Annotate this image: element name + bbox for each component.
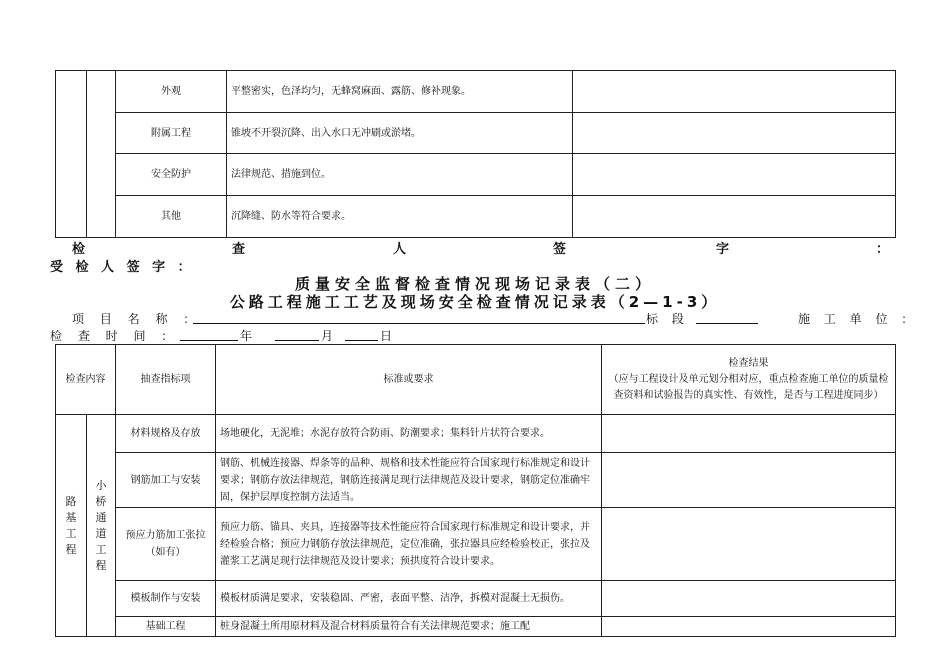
item-cell: 安全防护	[116, 154, 227, 196]
result-cell[interactable]	[573, 71, 896, 113]
standard-cell: 桩身混凝土所用原材料及混合材料质量符合有关法律规范要求；施工配	[216, 617, 602, 637]
item-cell: 其他	[116, 196, 227, 238]
project-name-field[interactable]	[193, 310, 645, 324]
form-subtitle: 公路工程施工工艺及现场安全检查情况记录表（2—1-3）	[229, 293, 721, 311]
item-cell: 外观	[116, 71, 227, 113]
header-standard: 标准或要求	[216, 345, 602, 415]
standard-cell: 预应力筋、锚具、夹具，连接器等技术性能应符合国家现行标准规定和设计要求，并经检验合格；预应力钢筋存放法律规范，定位准确，张拉器具应经检验校正，张拉及灌浆工艺满足现行法律规范及设计要求；预拱度符合设计要求。	[216, 508, 602, 581]
subcategory-cell: 小桥通道工程	[87, 415, 116, 637]
section-label: 标 段	[646, 312, 689, 326]
signature-char: 签	[553, 242, 569, 257]
section-field[interactable]	[696, 310, 758, 324]
indicator-cell: 基础工程	[116, 617, 216, 637]
header-indicator: 抽查指标项	[116, 345, 216, 415]
indicator-cell: 预应力筋加工张拉（如有）	[116, 508, 216, 581]
month-field[interactable]	[275, 327, 319, 341]
year-field[interactable]	[180, 327, 238, 341]
receiver-signature: 受 检 人 签 字 ：	[50, 260, 195, 275]
form-title: 质量安全监督检查情况现场记录表（二）	[294, 275, 655, 293]
table-row	[56, 581, 896, 617]
result-cell[interactable]	[602, 581, 896, 617]
result-cell[interactable]	[602, 508, 896, 581]
signature-char: ：	[876, 242, 892, 257]
table-row	[56, 71, 896, 113]
table-row	[56, 508, 896, 581]
unit-label: 施 工 单 位 ：	[798, 312, 919, 326]
table-row	[56, 617, 896, 637]
item-cell: 附属工程	[116, 113, 227, 154]
standard-cell: 锥坡不开裂沉降、出入水口无冲刷或淤堵。	[227, 113, 573, 154]
header-result	[602, 345, 896, 415]
standard-cell: 场地硬化，无泥堆；水泥存放符合防雨、防潮要求；集料针片状符合要求。	[216, 415, 602, 453]
standard-cell: 模板材质满足要求，安装稳固、严密，表面平整、洁净，拆模对混凝土无损伤。	[216, 581, 602, 617]
header-content: 检查内容	[56, 345, 116, 415]
table-row	[56, 154, 896, 196]
signature-char: 检	[72, 242, 88, 257]
year-label: 年	[240, 329, 259, 343]
table-header-row	[56, 345, 896, 415]
signature-char: 人	[393, 242, 409, 257]
day-field[interactable]	[345, 327, 378, 341]
result-cell[interactable]	[573, 154, 896, 196]
blank-cell	[87, 71, 116, 238]
day-label: 日	[380, 329, 399, 343]
result-cell[interactable]	[573, 113, 896, 154]
standard-cell: 法律规范、措施到位。	[227, 154, 573, 196]
standard-cell: 沉降缝、防水等符合要求。	[227, 196, 573, 238]
result-cell[interactable]	[602, 617, 896, 637]
signature-char: 查	[232, 242, 248, 257]
blank-cell	[56, 71, 87, 238]
result-cell[interactable]	[573, 196, 896, 238]
indicator-cell: 材料规格及存放	[116, 415, 216, 453]
result-cell[interactable]	[602, 453, 896, 508]
inspection-table	[55, 344, 896, 637]
date-label: 检 查 时 间 ：	[50, 329, 180, 343]
project-label: 项 目 名 称 ：	[72, 312, 202, 326]
signature-char: 字	[716, 242, 732, 257]
header-result-title: 检查结果	[728, 357, 769, 369]
standard-cell: 钢筋、机械连接器、焊条等的品种、规格和技术性能应符合国家现行标准规定和设计要求；钢筋存放法律规范，钢筋连接满足现行法律规范及设计要求，钢筋定位准确牢固，保护层厚度控制方法适当。	[216, 453, 602, 508]
table-row	[56, 415, 896, 453]
standard-cell: 平整密实，色泽均匀，无蜂窝麻面、露筋、修补现象。	[227, 71, 573, 113]
table-row	[56, 113, 896, 154]
table-row	[56, 196, 896, 238]
top-table	[55, 70, 896, 238]
project-info-line	[72, 310, 201, 327]
month-label: 月	[321, 329, 340, 343]
header-result-note: （应与工程设计及单元划分相对应，重点检查施工单位的质量检查资料和试验报告的真实性、有效性，是否与工程进度同步）	[608, 373, 889, 401]
result-cell[interactable]	[602, 415, 896, 453]
indicator-cell: 模板制作与安装	[116, 581, 216, 617]
category-cell: 路基工程	[56, 415, 87, 637]
table-row	[56, 453, 896, 508]
indicator-cell: 钢筋加工与安装	[116, 453, 216, 508]
